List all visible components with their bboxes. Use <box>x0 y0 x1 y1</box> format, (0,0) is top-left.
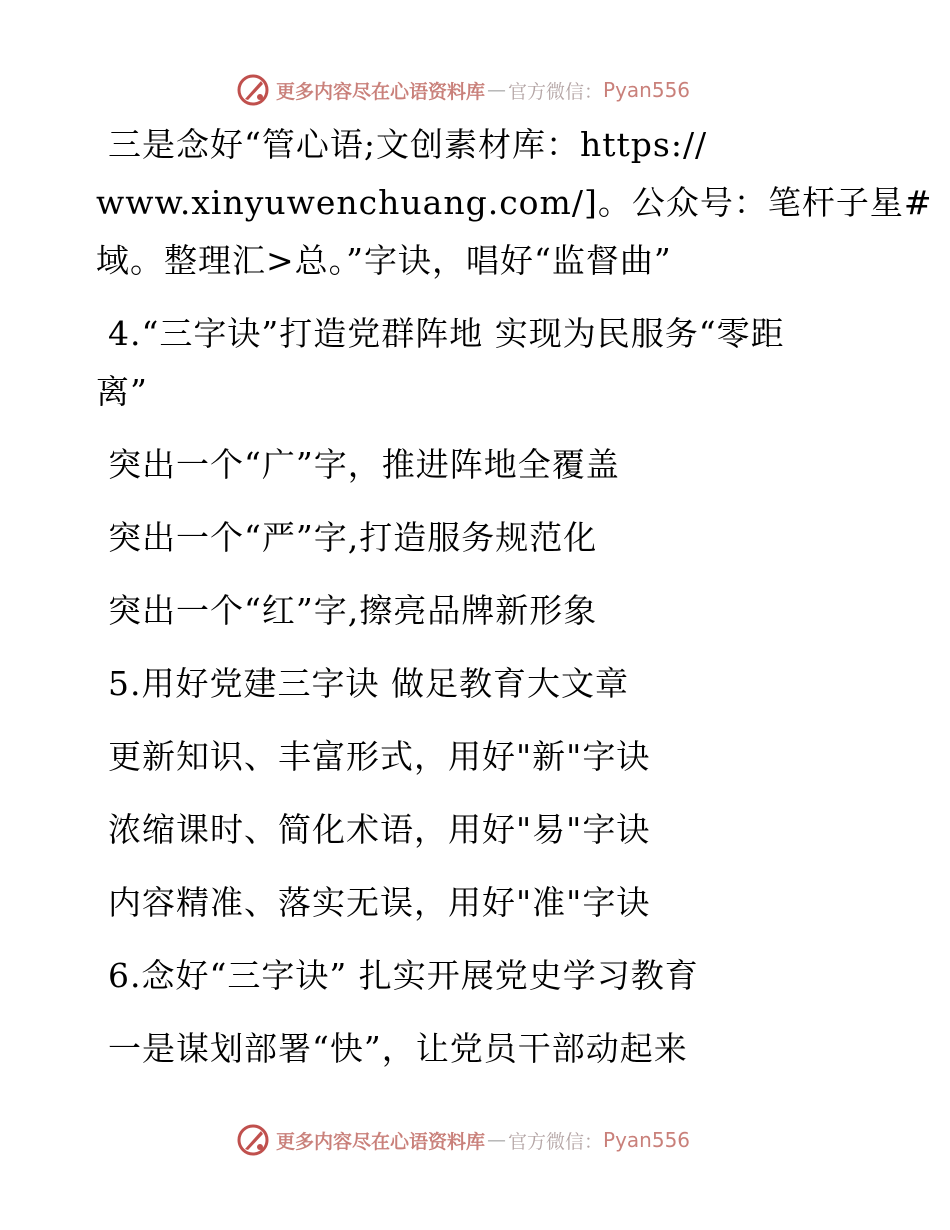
banner-main-text: 更多内容尽在心语资料库 <box>276 1130 486 1153</box>
text-line: 更新知识、丰富形式，用好"新"字诀 <box>108 737 651 776</box>
paragraph-4 <box>96 509 926 582</box>
paragraph-6 <box>96 655 926 728</box>
paragraph-1 <box>96 116 933 305</box>
text-line: 域。整理汇>总。”字诀，唱好“监督曲” <box>96 241 672 280</box>
quill-circle-logo-icon <box>236 1123 270 1157</box>
paragraph-3 <box>96 436 926 509</box>
paragraph-10 <box>96 947 926 1020</box>
text-line: www.xinyuwenchuang.com/]。公众号：笔杆子星# <box>96 183 933 222</box>
quill-circle-logo-icon <box>236 73 270 107</box>
paragraph-2 <box>96 305 926 436</box>
banner-wechat-id: Pyan556 <box>603 1128 691 1152</box>
paragraph-11 <box>96 1020 926 1093</box>
text-line: 突出一个“红”字,擦亮品牌新形象 <box>108 591 598 630</box>
paragraph-7 <box>96 728 926 801</box>
paragraph-9 <box>96 874 926 947</box>
banner-separator: — <box>487 79 507 101</box>
watermark-banner-bottom <box>236 1122 690 1158</box>
document-body-full <box>96 116 933 1093</box>
text-line: 一是谋划部署“快”，让党员干部动起来 <box>108 1029 688 1068</box>
text-line: 5.用好党建三字诀 做足教育大文章 <box>108 664 629 703</box>
watermark-banner-top <box>236 72 690 108</box>
paragraph-5 <box>96 582 926 655</box>
banner-separator: — <box>487 1129 507 1151</box>
banner-official-label: 官方微信： <box>508 1130 604 1153</box>
text-line: 4.“三字诀”打造党群阵地 实现为民服务“零距 <box>108 314 785 353</box>
text-line: 突出一个“严”字,打造服务规范化 <box>108 518 598 557</box>
banner-wechat-id: Pyan556 <box>603 78 691 102</box>
text-line: 浓缩课时、简化术语，用好"易"字诀 <box>108 810 651 849</box>
banner-official-label: 官方微信： <box>508 80 604 103</box>
banner-main-text: 更多内容尽在心语资料库 <box>276 80 486 103</box>
text-line: 内容精准、落实无误，用好"准"字诀 <box>108 883 651 922</box>
paragraph-8 <box>96 801 926 874</box>
text-line: 离” <box>96 372 148 411</box>
text-line: 三是念好“管心语;文创素材库：https:// <box>108 125 708 164</box>
text-line: 突出一个“广”字，推进阵地全覆盖 <box>108 445 620 484</box>
text-line: 6.念好“三字诀” 扎实开展党史学习教育 <box>108 956 699 995</box>
